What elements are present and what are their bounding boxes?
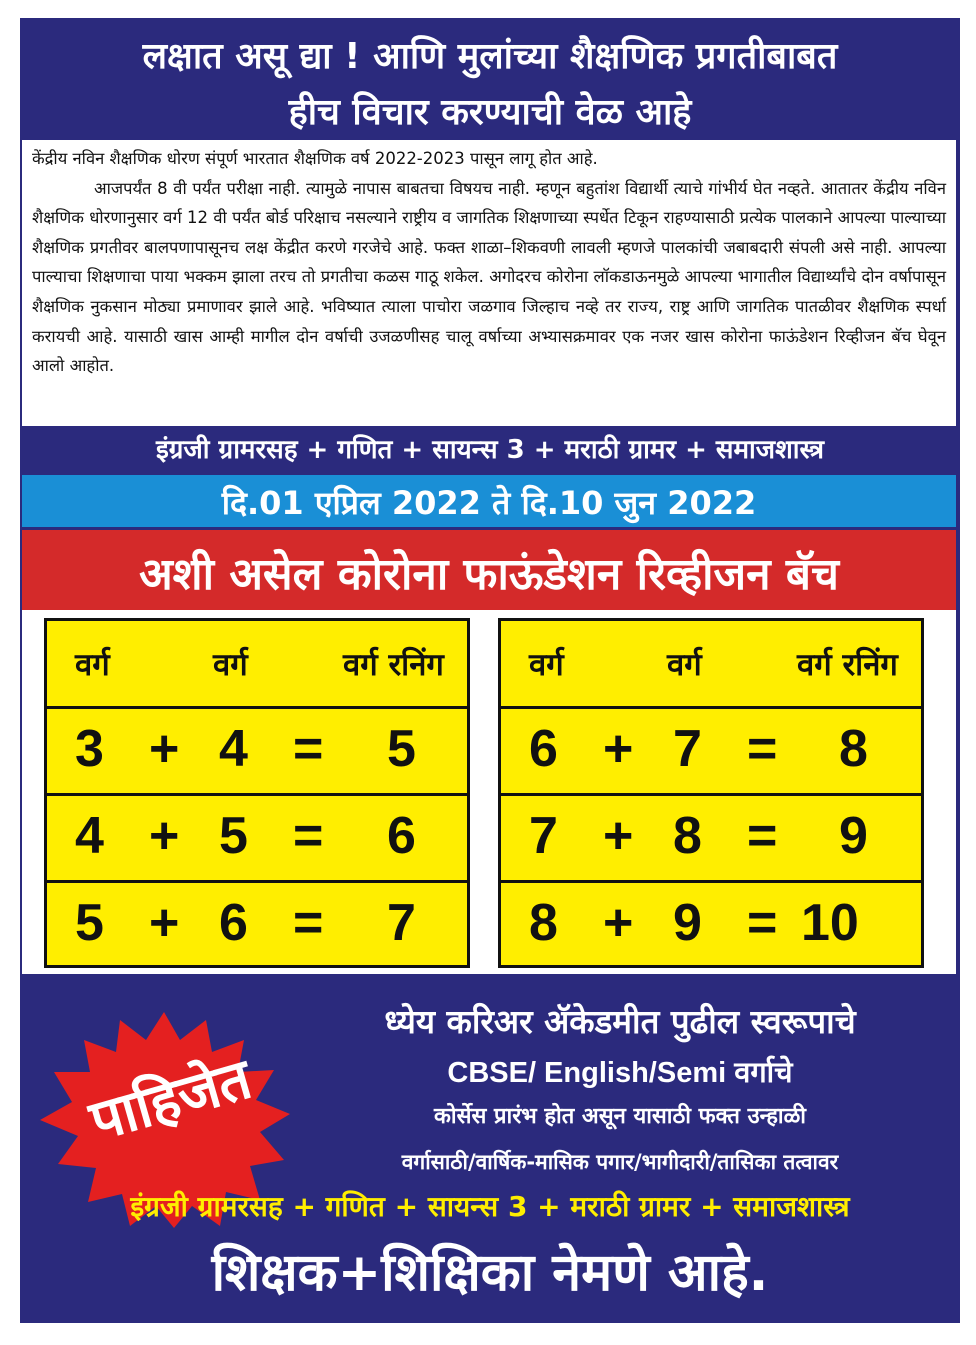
cell-equals: = (747, 894, 778, 952)
header-class-2: वर्ग (667, 647, 702, 683)
cell-class-b: 4 (219, 720, 248, 778)
table-row (501, 883, 921, 970)
table-row (47, 709, 467, 796)
table-header (501, 621, 921, 709)
cell-equals: = (293, 807, 324, 865)
header-running-class: वर्ग रनिंग (343, 647, 444, 683)
header-class-1: वर्ग (529, 647, 564, 683)
cell-class-b: 5 (219, 807, 248, 865)
cell-class-a: 4 (75, 807, 104, 865)
cell-class-b: 6 (219, 894, 248, 952)
cell-plus: + (149, 720, 180, 778)
cell-plus: + (603, 894, 634, 952)
cell-plus: + (149, 894, 180, 952)
intro-paragraph-2: आजपर्यंत 8 वी पर्यंत परीक्षा नाही. त्यामुळे नापास बाबतचा विषयच नाही. म्हणून बहुतांश विद्यार्थी त्याचे गांभीर्य घेत नव्हते. आतातर केंद्रीय नविन शैक्षणिक धोरणानुसार वर्ग 12 वी पर्यंत बोर्ड परिक्षाच नसल्याने राष्ट्रीय व जागतिक शिक्षणाच्या स्पर्धेत टिकून राहण्यासाठी प्रत्येक पालकाने आपल्या पाल्याच्या शैक्षणिक प्रगतीवर बालपणापासूनच लक्ष केंद्रीत करणे गरजेचे आहे. फक्त शाळा–शिकवणी लावली म्हणजे पालकांची जबाबदारी संपली असे नाही. आपल्या पाल्याचा शिक्षणाचा पाया भक्कम झाला तरच तो प्रगतीचा कळस गाठू शकेल. अगोदरच कोरोना लॉकडाऊनमुळे आपल्या भागातील विद्यार्थ्यांचे दोन वर्षापासून शैक्षणिक नुकसान मोठ्या प्रमाणावर झाले आहे. भविष्यात त्याला पाचोरा जळगाव जिल्हाच नव्हे तर राज्य, राष्ट्र आणि जागतिक पातळीवर शैक्षणिक स्पर्धा करायची आहे. यासाठी खास आम्ही मागील दोन वर्षाची उजळणीसह चालू वर्षाच्या अभ्यासक्रमावर एक नजर खास कोरोना फाऊंडेशन रिव्हीजन बॅच घेवून आलो आहोत. (32, 178, 946, 376)
cell-equals: = (293, 894, 324, 952)
cell-class-a: 8 (529, 894, 558, 952)
cell-class-a: 3 (75, 720, 104, 778)
intro-paragraph-1: केंद्रीय नविन शैक्षणिक धोरण संपूर्ण भारतात शैक्षणिक वर्ष 2022-2023 पासून लागू होत आहे. (32, 149, 598, 168)
academy-line-4: वर्गासाठी/वार्षिक-मासिक पगार/भागीदारी/तासिका तत्वावर (401, 1150, 839, 1174)
academy-line-3: कोर्सेस प्रारंभ होत असून यासाठी फक्त उन्हाळी (433, 1104, 807, 1129)
cell-class-b: 7 (673, 720, 702, 778)
headline-line-1: लक्षात असू द्या ! आणि मुलांच्या शैक्षणिक प्रगतीबाबत (142, 36, 838, 77)
cell-class-a: 6 (529, 720, 558, 778)
academy-line-2: CBSE/ English/Semi वर्गाचे (447, 1057, 793, 1089)
cell-running-class: 6 (387, 807, 416, 865)
cell-class-a: 5 (75, 894, 104, 952)
table-row (47, 796, 467, 883)
cell-plus: + (149, 807, 180, 865)
academy-line-1: ध्येय करिअर ॲकेडमीत पुढील स्वरूपाचे (384, 1002, 856, 1041)
cell-plus: + (603, 807, 634, 865)
table-header (47, 621, 467, 709)
cell-plus: + (603, 720, 634, 778)
cell-equals: = (747, 720, 778, 778)
cell-class-a: 7 (529, 807, 558, 865)
table-row (501, 796, 921, 883)
cell-running-class: 10 (801, 894, 859, 952)
cell-class-b: 9 (673, 894, 702, 952)
header-class-1: वर्ग (75, 647, 110, 683)
cell-running-class: 7 (387, 894, 416, 952)
cell-equals: = (747, 807, 778, 865)
table-row (47, 883, 467, 970)
wanted-badge-text: पाहिजेत (82, 1046, 259, 1155)
class-table-right (498, 618, 924, 968)
table-row (501, 709, 921, 796)
cell-running-class: 5 (387, 720, 416, 778)
header-running-class: वर्ग रनिंग (797, 647, 898, 683)
cell-equals: = (293, 720, 324, 778)
cell-running-class: 9 (839, 807, 868, 865)
subjects-line: इंग्रजी ग्रामरसह + गणित + सायन्स 3 + मराठी ग्रामर + समाजशास्त्र (156, 435, 824, 465)
header-class-2: वर्ग (213, 647, 248, 683)
batch-dates: दि.01 एप्रिल 2022 ते दि.10 जुन 2022 (221, 484, 757, 522)
class-table-left (44, 618, 470, 968)
subjects-line-yellow: इंग्रजी ग्रामरसह + गणित + सायन्स 3 + मराठी ग्रामर + समाजशास्त्र (130, 1190, 850, 1223)
cell-class-b: 8 (673, 807, 702, 865)
intro-text-box (22, 140, 956, 426)
cell-running-class: 8 (839, 720, 868, 778)
batch-title: अशी असेल कोरोना फाऊंडेशन रिव्हीजन बॅच (139, 549, 839, 600)
headline-line-2: हीच विचार करण्याची वेळ आहे (288, 92, 692, 133)
teachers-wanted-headline: शिक्षक+शिक्षिका नेमणे आहे. (211, 1243, 769, 1303)
